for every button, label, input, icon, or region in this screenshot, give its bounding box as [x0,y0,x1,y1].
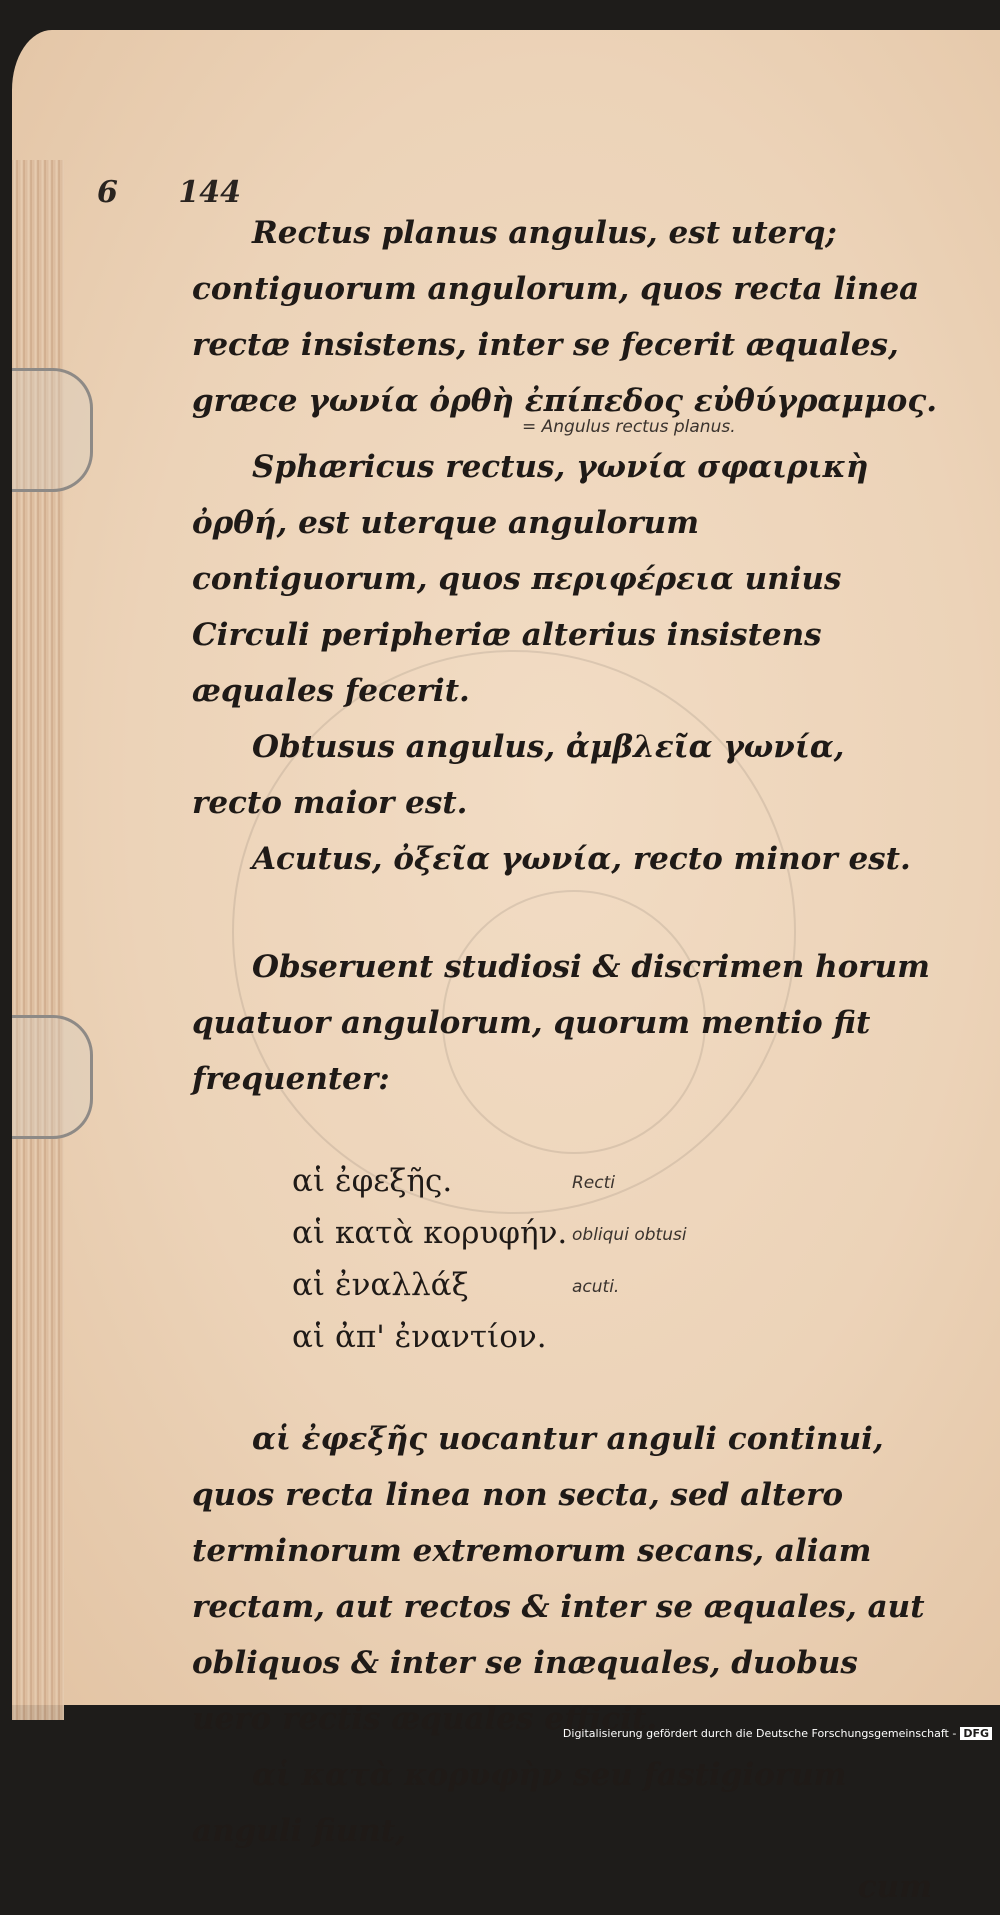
angle-terms-list [292,1155,942,1363]
margin-mark: 6 [97,175,118,210]
catchword: cum [857,1869,932,1905]
page-clip-top [12,368,93,492]
paragraph-obtusus: Obtusus angulus, ἀμβλεῖα γωνία, recto maior est. [192,729,845,821]
term-item: αἱ ἐναλλάξ [292,1267,469,1303]
paragraph-obseruent: Obseruent studiosi & discrimen horum quatuor angulorum, quorum mentio fit frequenter: [192,949,930,1097]
term-item: αἱ ἐφεξῆς. [292,1163,453,1199]
handwritten-terms-note: Recti obliqui obtusi acuti. [572,1173,687,1297]
handwritten-annotation: = Angulus rectus planus. [522,417,736,437]
paragraph-ephexes: αἱ ἐφεξῆς uocantur anguli continui, quos recta linea non secta, sed altero terminorum extremorum secans, aliam rectam, aut rectos & inter se æquales, aut obliquos & inter se inæquales, duobus uero rectis æquales efficit. [192,1421,925,1737]
credit-text: Digitalisierung gefördert durch die Deutsche Forschungsgemeinschaft - [562,1727,957,1740]
digitization-credit [563,1727,992,1740]
dfg-logo: DFG [960,1727,992,1740]
term-item: αἱ ἀπ' ἐναντίον. [292,1319,547,1355]
paragraph-acutus: Acutus, ὀξεῖα γωνία, recto minor est. [252,841,911,877]
paragraph-rectus-planus: Rectus planus angulus, est uterq; contiguorum angulorum, quos recta linea rectæ insistens, inter se fecerit æquales, græce γωνία ὀρθὴ ἐπίπεδος εὐθύγραμμος. [192,215,938,419]
page-clip-bottom [12,1015,93,1139]
page-number-value: 144 [178,175,241,210]
page-text [192,205,942,1915]
paragraph-sphaericus: Sphæricus rectus, γωνία σφαιρικὴ ὀρθή, est uterque angulorum contiguorum, quos περιφέρεια unius Circuli peripheriæ alterius insistens æquales fecerit. [192,449,869,709]
term-item: αἱ κατὰ κορυφήν. [292,1215,568,1251]
paragraph-koryphen: αἱ κατὰ κορυφὴν seu fastigiorum anguli fiunt, [192,1757,847,1849]
